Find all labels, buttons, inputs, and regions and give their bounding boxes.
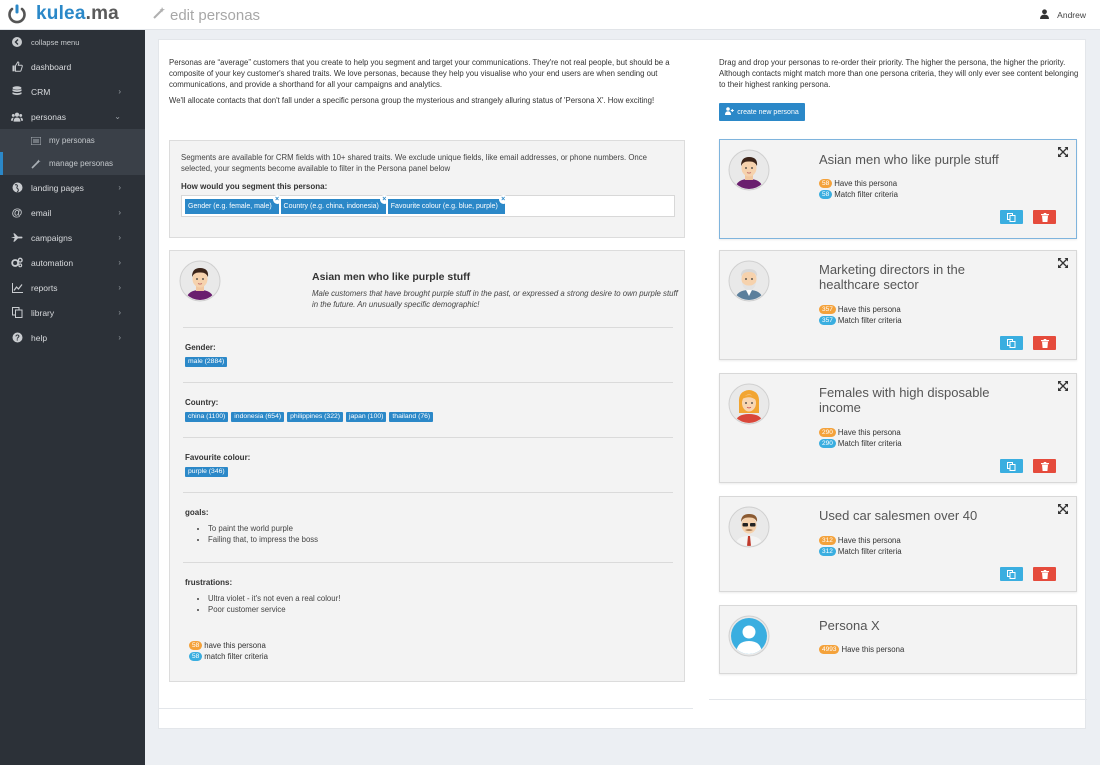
chevron-right-icon: › — [118, 233, 121, 242]
collapse-menu[interactable]: collapse menu — [0, 30, 145, 54]
trash-icon — [1041, 570, 1049, 579]
woman-avatar-icon — [728, 383, 770, 425]
sidebar-item-reports[interactable]: reports › — [0, 275, 145, 300]
avatar — [728, 615, 770, 659]
divider — [709, 699, 1087, 700]
country-chip[interactable]: indonesia (654) — [231, 412, 284, 422]
asian-man-avatar-icon — [728, 149, 770, 191]
have-count-badge: 58 — [819, 179, 832, 188]
expand-icon[interactable] — [1058, 504, 1068, 516]
plane-icon — [11, 232, 23, 244]
sidebar-item-dashboard[interactable]: dashboard — [0, 54, 145, 79]
sidebar-item-automation[interactable]: automation › — [0, 250, 145, 275]
avatar — [728, 506, 770, 550]
colour-label: Favourite colour: — [185, 453, 251, 462]
persona-card[interactable] — [719, 496, 1077, 592]
persona-detail-panel — [169, 250, 685, 682]
svg-text:?: ? — [14, 333, 20, 343]
arrow-left-circle-icon — [11, 36, 23, 48]
persona-card-title: Used car salesmen over 40 — [819, 508, 978, 523]
list-item: • To paint the world purple — [208, 523, 318, 534]
match-count-badge: 290 — [819, 439, 836, 448]
segment-tag[interactable]: Favourite colour (e.g. blue, purple) × — [388, 199, 505, 214]
duplicate-button[interactable] — [1000, 336, 1023, 350]
expand-icon[interactable] — [1058, 258, 1068, 270]
divider — [183, 382, 673, 383]
trash-icon — [1041, 339, 1049, 348]
avatar — [179, 260, 221, 304]
have-count-badge: 4993 — [819, 645, 839, 654]
goals-list — [208, 523, 318, 545]
chevron-right-icon: › — [118, 333, 121, 342]
trash-icon — [1041, 213, 1049, 222]
expand-icon[interactable] — [1058, 147, 1068, 159]
country-chip[interactable]: china (1100) — [185, 412, 228, 422]
priority-text: Drag and drop your personas to re-order their priority. The higher the persona, the higher the priority. Although contacts might match more than one persona criteria, they will only ever see content belonging to their highest ranking persona. — [719, 58, 1079, 89]
remove-tag-icon[interactable]: × — [273, 195, 282, 204]
delete-button[interactable] — [1033, 567, 1056, 581]
copy-icon — [1007, 213, 1016, 222]
intro-text: Personas are “average” customers that you create to help you segment and target your communications. They're not real people, but should be a composite of your key customer's shared traits. We love personas, because they help you visualise who your end users are when sending out communications, and provide a shorthand for all your campaigns and analytics. We'll allocate contacts that don't fall under a specific persona group the mysterious and strangely alluring status of 'Persona X'. How exciting! — [169, 58, 670, 105]
chevron-right-icon: › — [118, 183, 121, 192]
country-chip[interactable]: philippines (322) — [287, 412, 343, 422]
segment-tag-input[interactable] — [181, 195, 675, 217]
have-count-badge: 312 — [819, 536, 836, 545]
sidebar-subitem-manage-personas[interactable]: manage personas — [0, 152, 145, 175]
avatar — [728, 383, 770, 427]
avatar — [728, 149, 770, 193]
delete-button[interactable] — [1033, 210, 1056, 224]
persona-card-persona-x[interactable] — [719, 605, 1077, 674]
persona-title: Asian men who like purple stuff — [312, 271, 471, 283]
goals-label: goals: — [185, 508, 209, 517]
divider — [183, 562, 673, 563]
main-panel — [158, 39, 1086, 729]
magic-wand-icon — [31, 159, 41, 169]
avatar — [728, 260, 770, 304]
question-icon — [11, 332, 23, 344]
duplicate-button[interactable] — [1000, 210, 1023, 224]
list-item: • Failing that, to impress the boss — [208, 534, 318, 545]
at-icon: @ — [11, 206, 23, 219]
persona-card-title: Females with high disposable income — [819, 385, 990, 415]
top-bar — [0, 0, 1100, 30]
persona-card-stats: 357 Have this persona 357 Match filter criteria — [819, 304, 902, 326]
gender-label: Gender: — [185, 343, 216, 352]
users-icon — [11, 111, 23, 123]
chevron-right-icon: › — [118, 258, 121, 267]
sidebar-item-email[interactable]: @ email › — [11, 206, 121, 219]
sidebar-item-campaigns[interactable]: campaigns › — [0, 225, 145, 250]
persona-card[interactable] — [719, 250, 1077, 360]
copy-icon — [1007, 462, 1016, 471]
chevron-right-icon: › — [118, 208, 121, 217]
match-count-badge: 58 — [189, 652, 202, 661]
delete-button[interactable] — [1033, 459, 1056, 473]
chevron-right-icon: › — [118, 308, 121, 317]
segments-panel: Segments are available for CRM fields with 10+ shared traits. We exclude unique fields, like email addresses, or phone numbers. Once selected, your segments become available to filter in the Persona panel below How would you segment this persona: Gender (e.g. female, male) × Country (e.g. china, indonesia) × Favourite colour (e.g. blue, purple) × — [169, 140, 685, 238]
country-chip[interactable]: japan (100) — [346, 412, 386, 422]
globe-icon — [11, 182, 23, 194]
user-menu[interactable] — [1040, 9, 1086, 21]
logo[interactable] — [6, 3, 119, 25]
older-man-avatar-icon — [728, 260, 770, 302]
gender-chip[interactable]: male (2884) — [185, 357, 227, 367]
segment-tag[interactable]: Gender (e.g. female, male) × — [185, 199, 279, 214]
persona-stats: 58 have this persona 58 match filter criteria — [189, 640, 268, 662]
divider — [159, 708, 693, 709]
persona-card-title: Marketing directors in the healthcare sector — [819, 262, 965, 292]
user-icon — [1040, 9, 1057, 21]
duplicate-button[interactable] — [1000, 459, 1023, 473]
match-count-badge: 357 — [819, 316, 836, 325]
persona-description: Male customers that have brought purple stuff in the past, or expressed a strong desire to own purple stuff in the future. An unusually specific demographic! — [312, 289, 678, 309]
have-count-badge: 290 — [819, 428, 836, 437]
persona-card-stats: 58 Have this persona 58 Match filter criteria — [819, 178, 898, 200]
list-icon — [31, 136, 41, 146]
persona-card-title: Asian men who like purple stuff — [819, 152, 999, 167]
sidebar-item-help[interactable]: ? help › — [0, 325, 145, 350]
divider — [183, 437, 673, 438]
persona-card-stats: 312 Have this persona 312 Match filter criteria — [819, 535, 902, 557]
remove-tag-icon[interactable]: × — [499, 195, 508, 204]
have-count-badge: 58 — [189, 641, 202, 650]
match-count-badge: 58 — [819, 190, 832, 199]
frustrations-label: frustrations: — [185, 578, 233, 587]
copy-icon — [11, 307, 23, 319]
database-icon — [11, 86, 23, 98]
sidebar-item-crm[interactable]: CRM › — [0, 79, 145, 104]
list-item: • Poor customer service — [208, 604, 340, 615]
remove-tag-icon[interactable]: × — [380, 195, 389, 204]
copy-icon — [1007, 570, 1016, 579]
country-label: Country: — [185, 398, 219, 407]
user-name: Andrew — [1057, 10, 1086, 20]
cogs-icon — [11, 257, 23, 269]
have-count-badge: 357 — [819, 305, 836, 314]
persona-card-stats: 4993 Have this persona — [819, 644, 904, 655]
segment-tag[interactable]: Country (e.g. china, indonesia) × — [281, 199, 386, 214]
sidebar-item-landing-pages[interactable]: landing pages › — [0, 175, 145, 200]
asian-man-avatar-icon — [179, 260, 221, 302]
create-persona-button[interactable]: create new persona — [719, 103, 805, 121]
trash-icon — [1041, 462, 1049, 471]
magic-wand-icon — [152, 6, 170, 24]
persona-card[interactable] — [719, 373, 1077, 483]
persona-card-stats: 290 Have this persona 290 Match filter criteria — [819, 427, 902, 449]
copy-icon — [1007, 339, 1016, 348]
persona-card-title: Persona X — [819, 618, 880, 633]
chevron-right-icon: › — [118, 87, 121, 96]
sidebar-item-personas[interactable]: personas ⌄ — [0, 104, 145, 129]
thumbs-up-icon — [11, 61, 23, 73]
list-item: • Ultra violet - it's not even a real colour! — [208, 593, 340, 604]
divider — [183, 492, 673, 493]
divider — [183, 327, 673, 328]
chevron-down-icon: ⌄ — [114, 112, 121, 121]
sidebar — [0, 30, 145, 765]
sidebar-subitem-my-personas[interactable]: my personas — [0, 129, 145, 152]
power-logo-icon — [6, 3, 28, 25]
expand-icon[interactable] — [1058, 381, 1068, 393]
colour-chip[interactable]: purple (346) — [185, 467, 228, 477]
default-user-avatar-icon — [728, 615, 770, 657]
chevron-right-icon: › — [118, 283, 121, 292]
salesman-avatar-icon — [728, 506, 770, 548]
chart-icon — [11, 282, 23, 294]
match-count-badge: 312 — [819, 547, 836, 556]
add-user-icon — [725, 107, 737, 117]
frustrations-list — [208, 593, 340, 615]
logo-text: kulea.ma — [36, 3, 119, 24]
country-chip[interactable]: thailand (76) — [389, 412, 433, 422]
persona-card[interactable] — [719, 139, 1077, 239]
page-title: edit personas — [152, 6, 260, 24]
delete-button[interactable] — [1033, 336, 1056, 350]
duplicate-button[interactable] — [1000, 567, 1023, 581]
sidebar-item-library[interactable]: library › — [0, 300, 145, 325]
